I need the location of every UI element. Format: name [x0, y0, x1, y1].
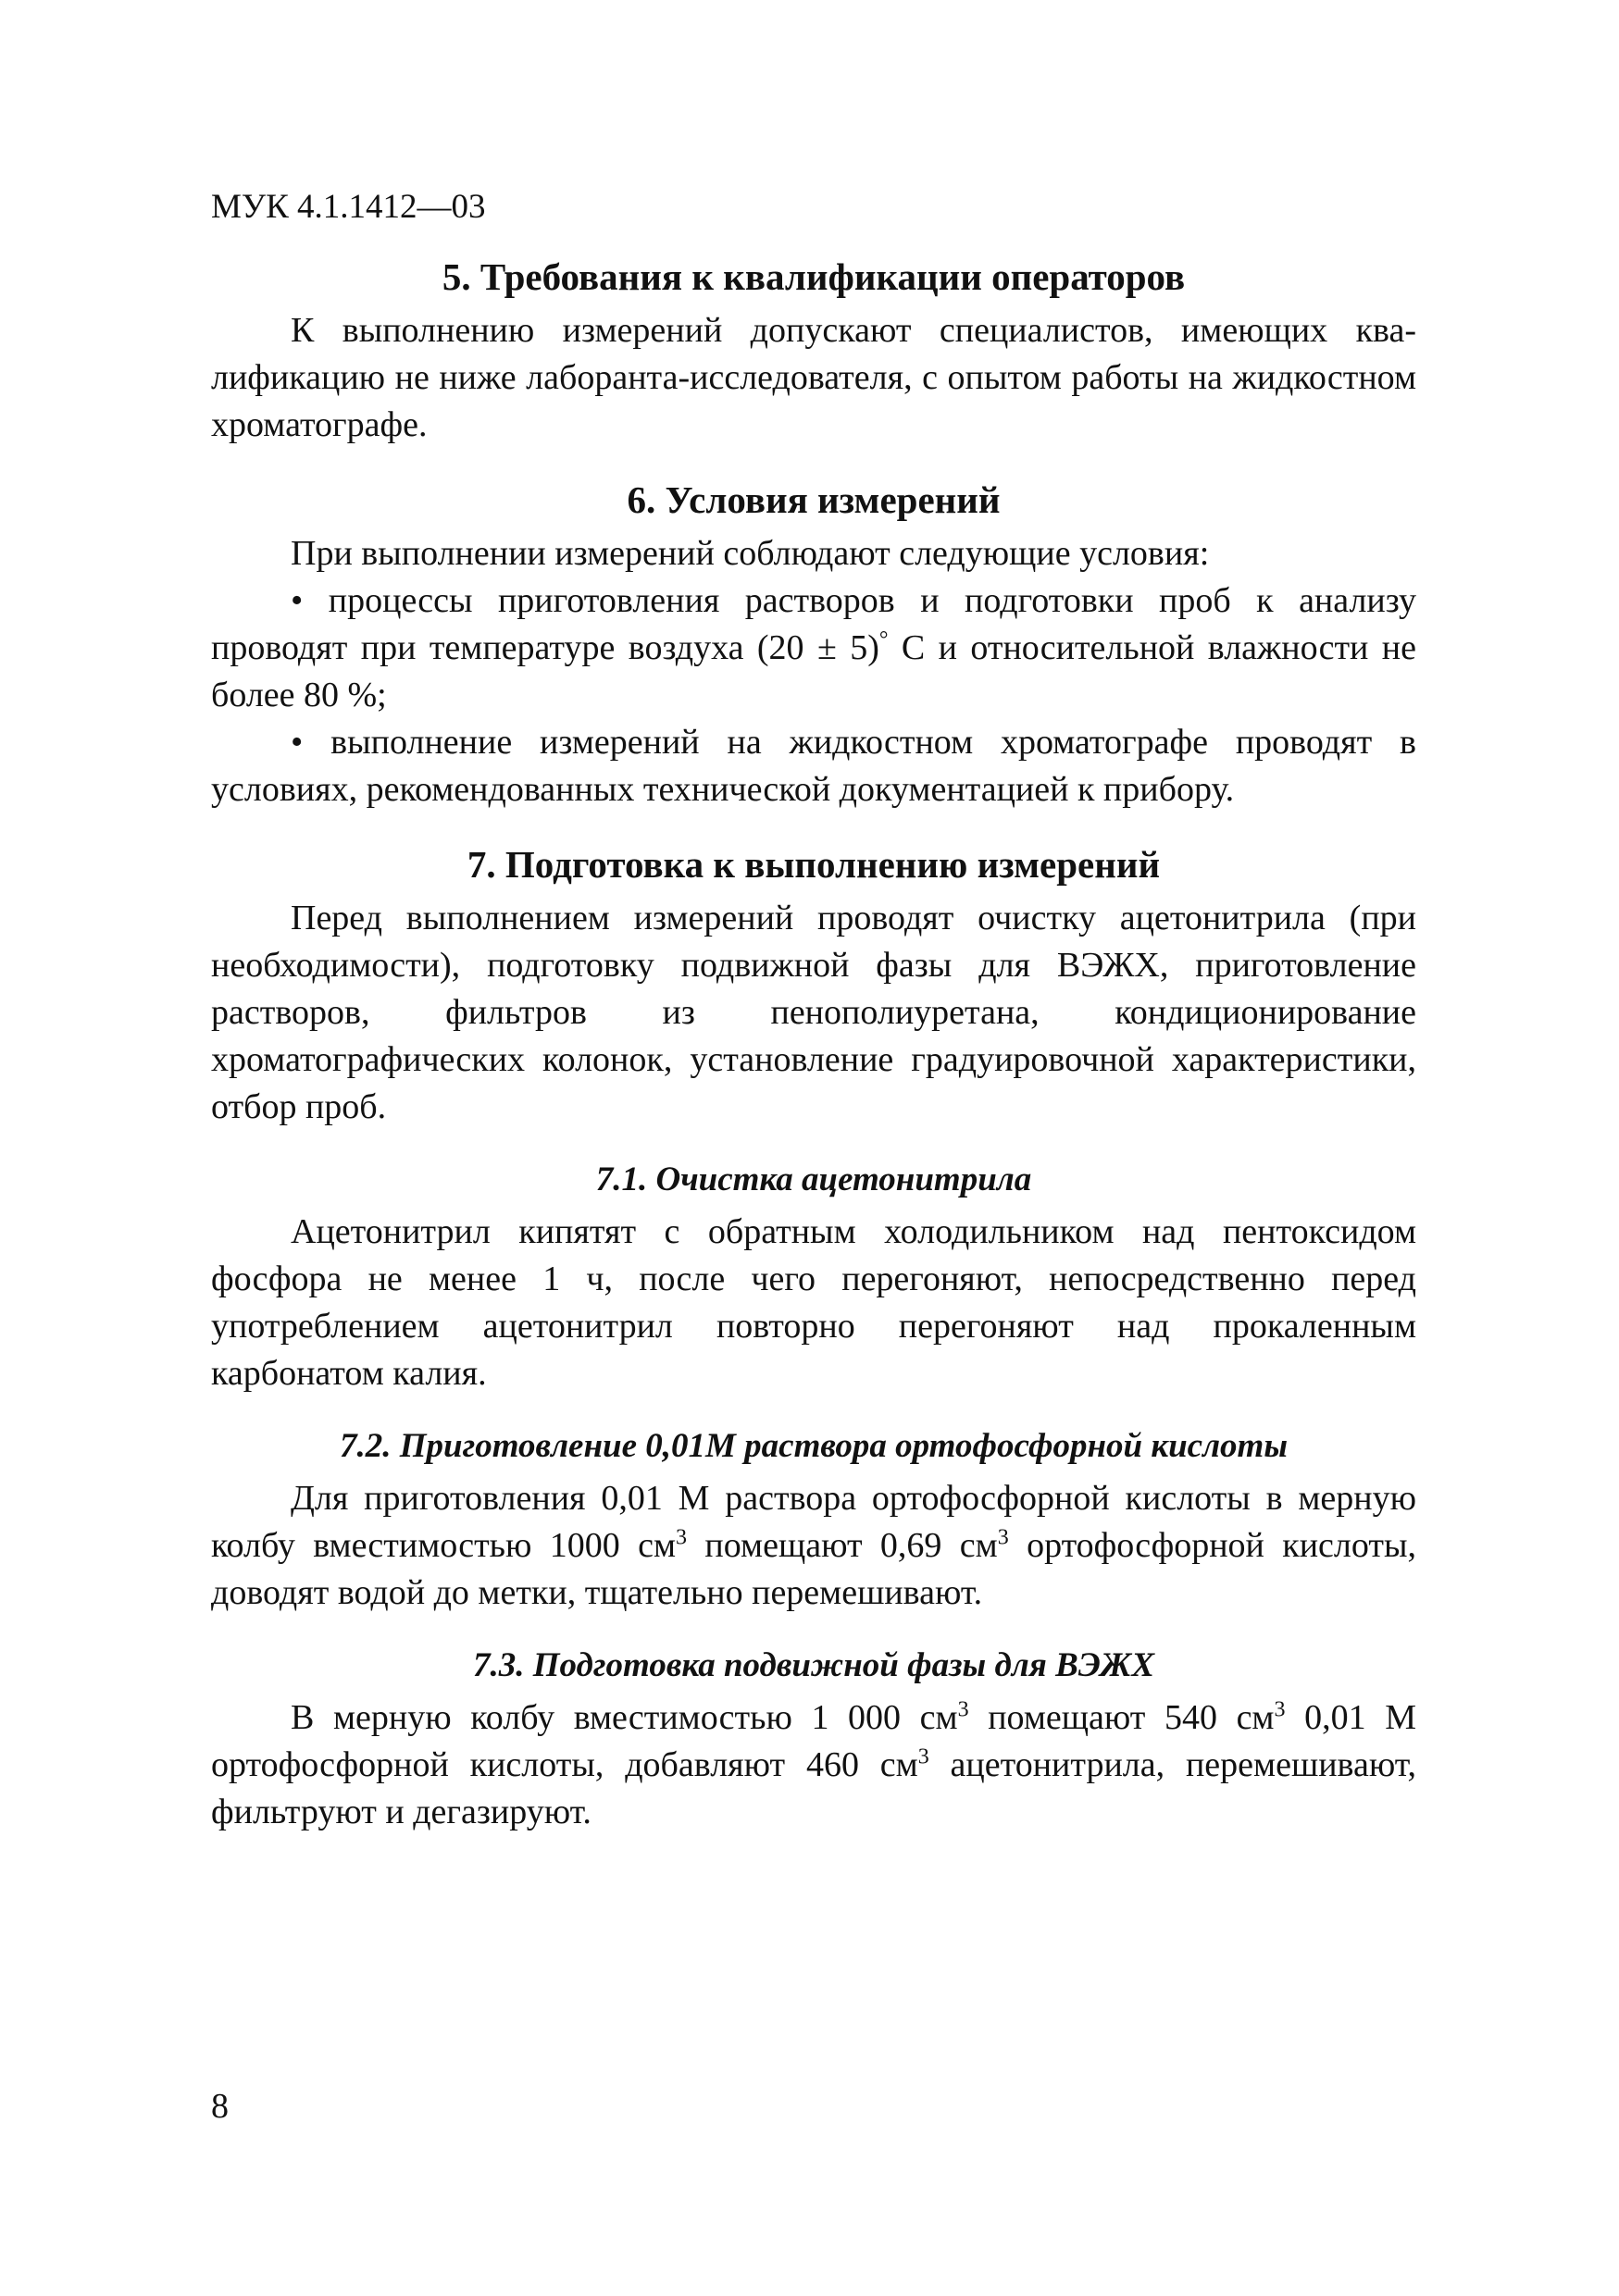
section-7-3-text-d: ацетонитрила, перемешивают, фильтруют и дегазируют. — [211, 1745, 1416, 1831]
section-7-2-text-c: ортофосфорной кислоты, доводят водой до метки, тщательно перемешивают. — [211, 1526, 1416, 1612]
section-5 — [211, 252, 1416, 449]
section-7-2-text-b: помещают 0,69 см — [687, 1526, 998, 1565]
section-7-title: 7. Подготовка к выполнению измерений — [467, 843, 1161, 886]
document-page — [211, 185, 1416, 1862]
section-7-2-paragraph — [211, 1475, 1416, 1617]
section-6-bullet-2: • выполнение измерений на жидкостном хроматографе проводят в условиях, рекомендованных технической документацией к прибору. — [211, 719, 1416, 813]
section-7-2-title: 7.2. Приготовление 0,01М раствора ортофосфорной кислоты — [339, 1427, 1289, 1465]
section-5-paragraph: К выполнению измерений допускают специалистов, имеющих квалификацию не ниже лаборанта-исследователя, с опытом работы на жидкостном хроматографе. — [211, 311, 1416, 444]
section-7-paragraph: Перед выполнением измерений проводят очистку ацетонитрила (при необходимости), подготовку подвижной фазы для ВЭЖХ, приготовление растворов, фильтров из пенополиуретана, кондиционирование хроматографических колонок, установление градуировочной характеристики, отбор проб. — [211, 899, 1416, 1126]
section-7-3-text-a: В мерную колбу вместимостью 1 000 см — [291, 1698, 958, 1737]
section-6-title: 6. Условия измерений — [627, 478, 1001, 521]
section-5-title: 5. Требования к квалификации операторов — [442, 255, 1186, 298]
superscript-3: 3 — [1274, 1697, 1286, 1722]
superscript-3: 3 — [917, 1744, 929, 1769]
superscript-3: 3 — [997, 1525, 1009, 1550]
superscript-3: 3 — [957, 1697, 969, 1722]
section-7-3-text-b: помещают 540 см — [968, 1698, 1275, 1737]
degree-sign: ° — [878, 627, 889, 652]
bullet-1-text-a: процессы приготовления растворов и подготовки проб к анализу проводят при температуре воздуха (20 ± 5) — [211, 581, 1416, 667]
section-7-3-text-c: 0,01 М ортофосфорной кислоты, добавляют 460 см — [211, 1698, 1416, 1784]
section-7-2-text-a: Для приготовления 0,01 М раствора ортофосфорной кислоты в мерную колбу вместимостью 1000 см — [211, 1479, 1416, 1565]
section-7-3 — [211, 1643, 1416, 1836]
document-code: МУК 4.1.1412—03 — [211, 188, 486, 226]
section-7-3-paragraph — [211, 1694, 1416, 1836]
section-7-2 — [211, 1423, 1416, 1617]
section-7-1 — [211, 1157, 1416, 1397]
section-6-bullet-1 — [211, 577, 1416, 719]
section-7-1-paragraph: Ацетонитрил кипятят с обратным холодильником над пентоксидом фосфора не менее 1 ч, после чего перегоняют, непосредственно перед употреблением ацетонитрил повторно перегоняют над прокаленным карбонатом калия. — [211, 1212, 1416, 1393]
bullet-1-text-b: С и относительной влажности не более 80 %; — [211, 628, 1416, 714]
section-6 — [211, 475, 1416, 813]
section-7 — [211, 839, 1416, 1131]
section-6-intro: При выполнении измерений соблюдают следующие условия: — [291, 534, 1210, 573]
section-7-3-title: 7.3. Подготовка подвижной фазы для ВЭЖХ — [472, 1646, 1155, 1684]
superscript-3: 3 — [676, 1525, 688, 1550]
section-7-1-title: 7.1. Очистка ацетонитрила — [595, 1160, 1032, 1198]
page-number: 8 — [211, 2087, 229, 2126]
